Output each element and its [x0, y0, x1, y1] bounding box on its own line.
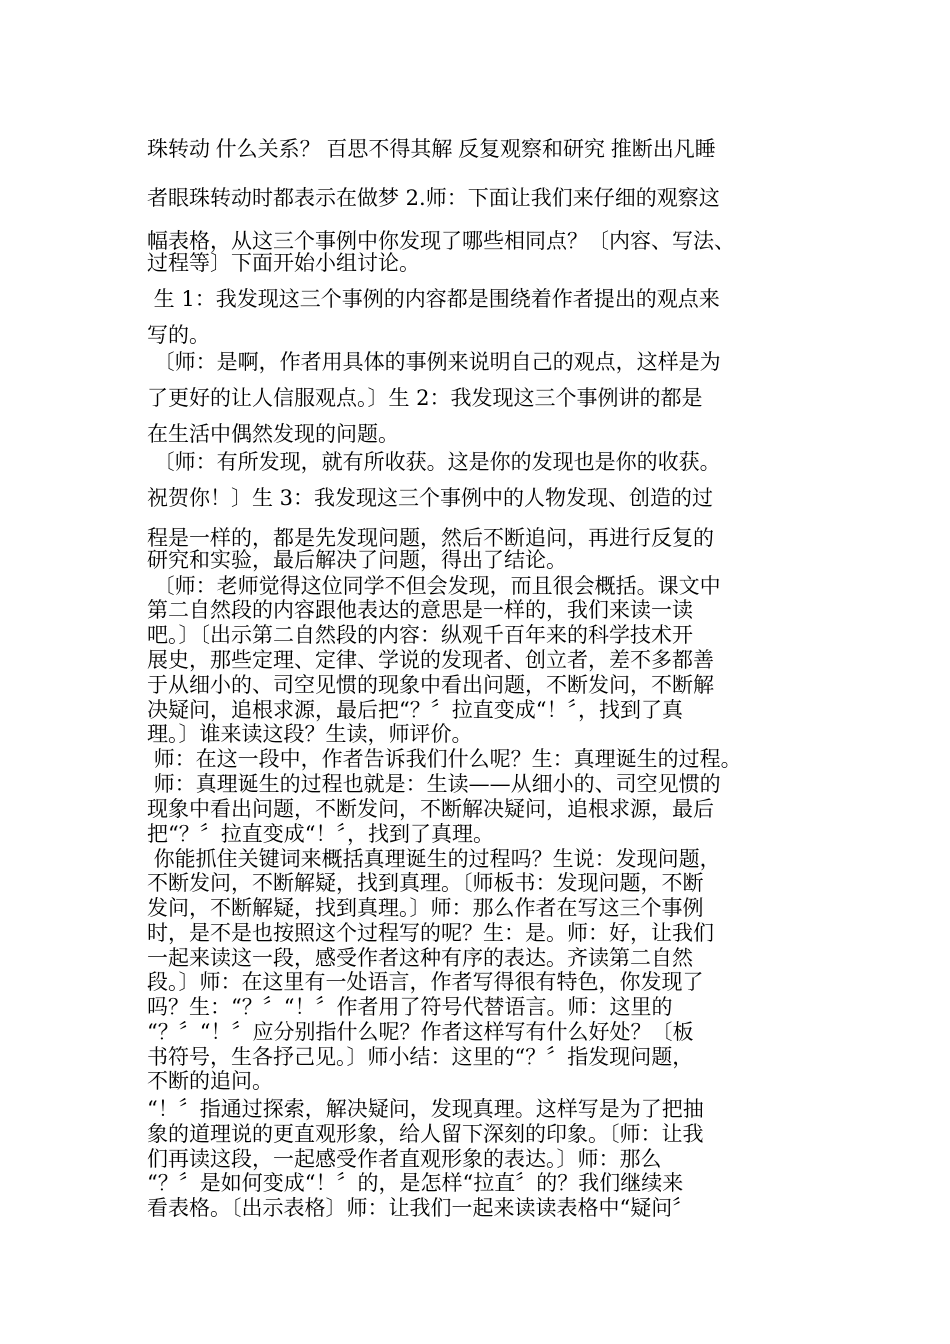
- text-line: 象的道理说的更直观形象，给人留下深刻的印象。〔师：让我: [147, 1122, 704, 1146]
- text-line: 写的。: [147, 323, 210, 347]
- text-line: 段。〕师：在这里有一处语言，作者写得很有特色，你发现了: [147, 970, 704, 994]
- text-line: 于从细小的、司空见惯的现象中看出问题，不断发问，不断解: [147, 673, 714, 697]
- text-line: 程是一样的，都是先发现问题，然后不断追问，再进行反复的: [147, 526, 714, 550]
- text-line: 祝贺你！〕生 3：我发现这三个事例中的人物发现、创造的过: [147, 486, 714, 510]
- text-line: 吗？生：“？〞“！〞作者用了符号代替语言。师：这里的: [147, 995, 673, 1019]
- text-line: “？〞是如何变成“！〞的，是怎样“拉直〞的？我们继续来: [147, 1171, 684, 1195]
- text-line: 师：真理诞生的过程也就是：生读——从细小的、司空见惯的: [147, 772, 721, 796]
- text-line: “！〞指通过探索，解决疑问，发现真理。这样写是为了把抽: [147, 1097, 704, 1121]
- text-line: 〔师：是啊，作者用具体的事例来说明自己的观点，这样是为: [147, 350, 721, 374]
- text-line: 发问，不断解疑，找到真理。〕师：那么作者在写这三个事例: [147, 896, 704, 920]
- text-line: 在生活中偶然发现的问题。: [147, 422, 399, 446]
- text-line: 第二自然段的内容跟他表达的意思是一样的，我们来读一读: [147, 598, 693, 622]
- text-line: 生 1：我发现这三个事例的内容都是围绕着作者提出的观点来: [147, 287, 720, 311]
- text-line: 师：在这一段中，作者告诉我们什么呢？生：真理诞生的过程。: [147, 747, 742, 771]
- text-line: 一起来读这一段，感受作者这种有序的表达。齐读第二自然: [147, 946, 693, 970]
- text-line: 幅表格，从这三个事例中你发现了哪些相同点？〔内容、写法、: [147, 229, 735, 253]
- text-line: 把“？〞拉直变成“！〞，找到了真理。: [147, 822, 494, 846]
- text-line: 们再读这段，一起感受作者直观形象的表达。〕师：那么: [147, 1147, 662, 1171]
- text-line: 过程等〕下面开始小组讨论。: [147, 251, 420, 275]
- text-line: “？〞“！〞应分别指什么呢？作者这样写有什么好处？〔板: [147, 1020, 694, 1044]
- text-line: 你能抓住关键词来概括真理诞生的过程吗？生说：发现问题，: [147, 847, 721, 871]
- text-line: 看表格。〔出示表格〕师：让我们一起来读读表格中“疑问〞: [147, 1196, 694, 1220]
- text-line: 珠转动 什么关系？ 百思不得其解 反复观察和研究 推断出凡睡: [147, 137, 716, 161]
- text-line: 不断的追问。: [147, 1069, 273, 1093]
- text-line: 时，是不是也按照这个过程写的呢？生：是。师：好，让我们: [147, 921, 714, 945]
- text-line: 者眼珠转动时都表示在做梦 2.师：下面让我们来仔细的观察这: [147, 186, 720, 210]
- text-line: 书符号，生各抒己见。〕师小结：这里的“？〞指发现问题，: [147, 1045, 694, 1069]
- text-line: 理。〕谁来读这段？生读，师评价。: [147, 722, 473, 746]
- text-line: 吧。〕〔出示第二自然段的内容：纵观千百年来的科学技术开: [147, 623, 693, 647]
- text-line: 〔师：老师觉得这位同学不但会发现，而且很会概括。课文中: [147, 574, 721, 598]
- text-line: 决疑问，追根求源，最后把“？〞拉直变成“！〞，找到了真: [147, 698, 683, 722]
- text-line: 研究和实验，最后解决了问题，得出了结论。: [147, 548, 567, 572]
- text-line: 〔师：有所发现，就有所收获。这是你的发现也是你的收获。: [147, 450, 721, 474]
- text-line: 现象中看出问题，不断发问，不断解决疑问，追根求源，最后: [147, 797, 714, 821]
- text-line: 展史，那些定理、定律、学说的发现者、创立者，差不多都善: [147, 648, 714, 672]
- text-line: 不断发问，不断解疑，找到真理。〔师板书：发现问题，不断: [147, 871, 704, 895]
- text-line: 了更好的让人信服观点。〕生 2：我发现这三个事例讲的都是: [147, 386, 703, 410]
